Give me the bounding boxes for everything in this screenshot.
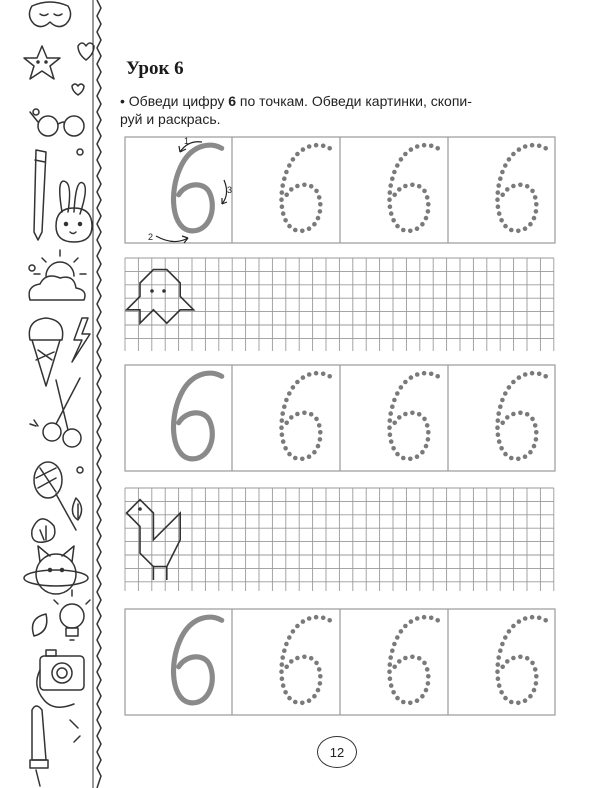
bunny-icon <box>56 181 92 242</box>
dotted-six <box>279 143 332 233</box>
star-icon <box>24 46 60 79</box>
doodle-sidebar <box>0 0 104 788</box>
heart-icon <box>78 43 94 60</box>
shell-icon <box>32 519 55 542</box>
dotted-six <box>387 143 440 233</box>
instruction-digit: 6 <box>228 93 237 109</box>
ghost-copy-grid <box>124 257 556 351</box>
lightning-icon <box>72 318 90 362</box>
dotted-sixes <box>279 143 548 233</box>
instruction-text-c: руй и раскрась. <box>120 111 221 127</box>
paint-tube-icon <box>30 706 48 786</box>
bullet: • <box>120 93 125 109</box>
cat-planet-icon <box>24 546 88 594</box>
instruction-text-b: по точкам. Обведи картинки, скопи- <box>236 93 472 109</box>
digit-row-1 <box>124 136 556 244</box>
instruction-text-a: Обведи цифру <box>128 93 229 109</box>
zigzag-border <box>97 0 101 788</box>
dotted-six <box>279 371 332 461</box>
ice-cream-icon <box>29 318 62 386</box>
page-number <box>317 736 357 768</box>
dotted-sixes-2 <box>279 371 548 461</box>
page-number-text: 12 <box>329 744 345 760</box>
stroke-hint-1: 1 <box>184 136 190 146</box>
dotted-six <box>387 615 440 705</box>
stroke-hint-2: 2 <box>148 232 154 242</box>
pencil-icon <box>34 150 46 240</box>
dotted-six <box>279 615 332 705</box>
dotted-six <box>495 371 548 461</box>
sample-digit-six-2 <box>174 373 222 459</box>
sun-cloud-icon <box>29 250 86 300</box>
sample-digit-six-3 <box>174 617 222 703</box>
ghost-pattern <box>127 270 194 324</box>
lesson-title: Урок 6 <box>126 58 184 79</box>
camera-icon <box>37 650 84 707</box>
leaf-icon <box>72 498 81 520</box>
dotted-six <box>495 615 548 705</box>
duck-copy-grid <box>124 487 556 591</box>
stroke-hint-3: 3 <box>227 185 233 195</box>
dotted-six <box>387 371 440 461</box>
stroke-arrows <box>156 142 227 243</box>
sleep-mask-icon <box>29 2 70 27</box>
sample-digit-six <box>174 145 222 231</box>
scissors-icon <box>43 378 81 447</box>
dotted-sixes-3 <box>279 615 548 705</box>
glasses-icon <box>30 112 84 136</box>
instructions <box>120 92 560 128</box>
light-bulb-icon <box>54 590 90 640</box>
duck-pattern <box>127 500 181 580</box>
digit-row-2 <box>124 364 556 472</box>
dotted-six <box>495 143 548 233</box>
digit-row-3 <box>124 608 556 716</box>
